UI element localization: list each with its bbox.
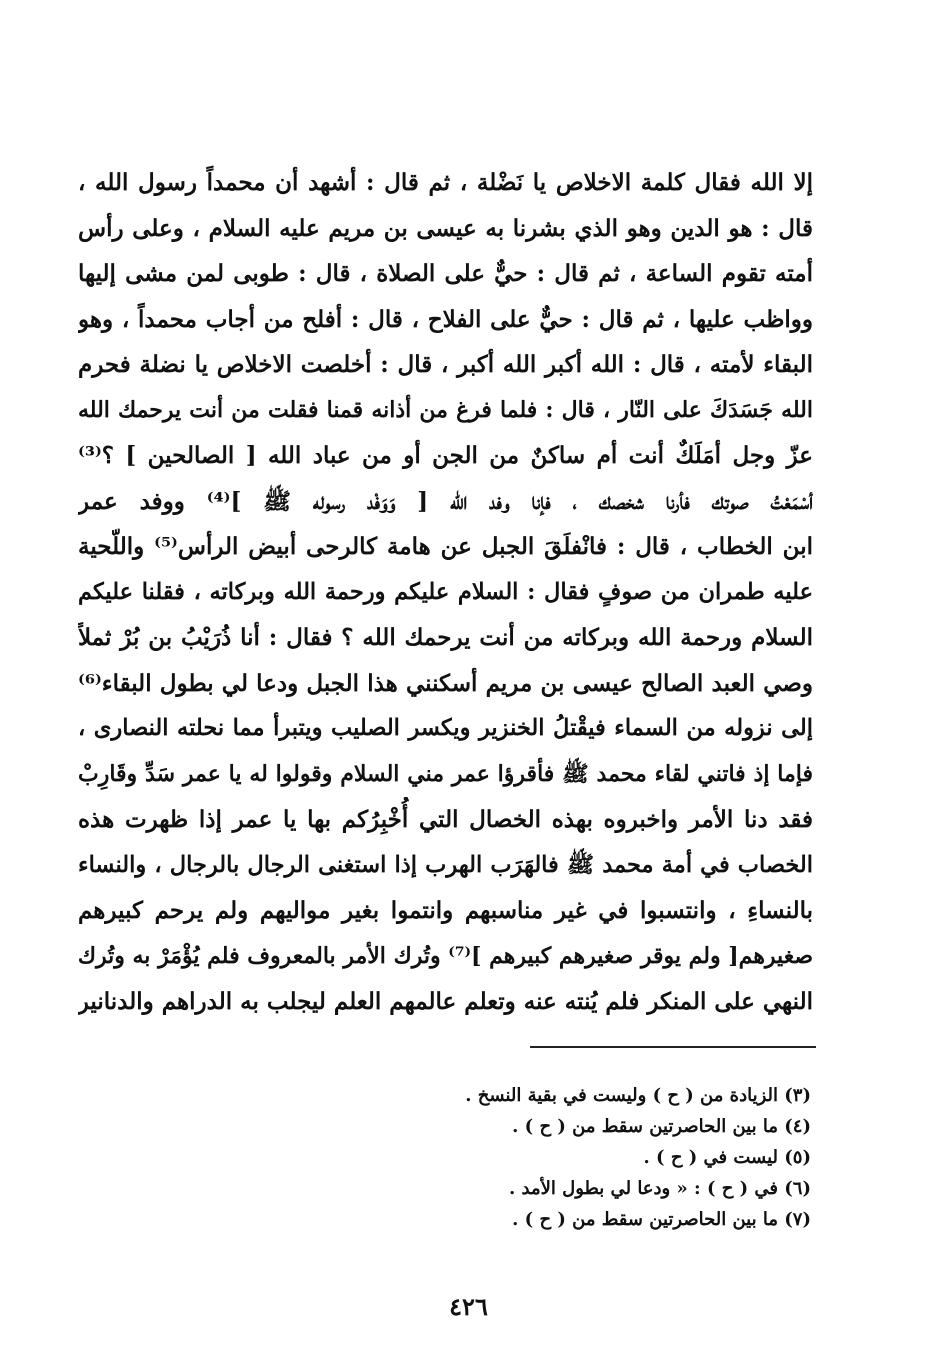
text-line: الخصاب في أمة محمد ﷺ فالهَرَب الهرب إذا استغنى الرجال بالرجال ، والنساء [78,851,813,878]
main-text [78,160,813,1025]
text-line: عليه طمران من صوفٍ فقال : السلام عليكم ورحمة الله وبركاته ، فقلنا عليكم [78,578,813,605]
text-line: أسْمَعْتُ صوتك فأرنا شخصك ، فإنا وفد الله [ وَوَفْد رسوله ﷺ ]⁽⁴⁾ ووفد عمر [78,487,813,515]
text-line: إلى نزوله من السماء فيقْتلُ الخنزير ويكسر الصليب ويتبرأ مما نحلته النصارى ، [78,715,813,741]
text-line: فإما إذ فاتني لقاء محمد ﷺ فأقرؤا عمر مني السلام وقولوا له يا عمر سَدِّ وقَارِبْ [78,760,813,787]
footnote: (٦) في ( ح ) : « ودعا لي بطول الأمد . [508,1178,811,1199]
text-line: ابن الخطاب ، قال : فانْفلَقَ الجبل عن هامة كالرحى أبيض الرأس⁽⁵⁾ واللّحية [78,533,813,560]
text-line: الله جَسَدَكَ على النّار ، قال : فلما فرغ من أذانه قمنا فقلت من أنت يرحمك الله [78,396,813,423]
footnotes [381,1080,811,1235]
text-line: إلا الله فقال كلمة الاخلاص يا نَضْلة ، ثم قال : أشهد أن محمداً رسول الله ، [78,169,813,196]
text-line: قال : هو الدين وهو الذي بشرنا به عيسى بن مريم عليه السلام ، وعلى رأس [78,214,813,242]
footnote: (٥) ليست في ( ح ) . [643,1147,811,1168]
text-line: وواظب عليها ، ثم قال : حيٌّ على الفلاح ، قال : أفلح من أجاب محمداً ، وهو [78,305,813,333]
text-line: أمته تقوم الساعة ، ثم قال : حيٌّ على الصلاة ، قال : طوبى لمن مشى إليها [78,260,813,287]
footnote: (٤) ما بين الحاصرتين سقط من ( ح ) . [512,1116,811,1137]
text-line: فقد دنا الأمر واخبروه بهذه الخصال التي أُخْبِرُكم بها يا عمر إذا ظهرت هذه [78,806,813,833]
footnote: (٧) ما بين الحاصرتين سقط من ( ح ) . [512,1209,811,1230]
text-line: بالنساءِ ، وانتسبوا في غير مناسبهم وانتموا بغير مواليهم ولم يرحم كبيرهم [78,897,813,924]
text-line: وصي العبد الصالح عيسى بن مريم أسكنني هذا الجبل ودعا لي بطول البقاء⁽⁶⁾ [78,669,813,697]
text-line: عزّ وجل أمَلَكٌ أنت أم ساكنٌ من الجن أو من عباد الله [ الصالحين ] ؟⁽³⁾ [78,442,813,469]
text-line: النهي على المنكر فلم يُنته عنه وتعلم عالمهم العلم ليجلب به الدراهم والدنانير [78,988,813,1015]
page-number: ٤٢٦ [449,1292,488,1321]
text-line: صغيرهم[ ولم يوقر صغيرهم كبيرهم ]⁽⁷⁾ وتُرك الأمر بالمعروف فلم يُؤْمَرْ به وتُرك [78,942,813,969]
text-line: البقاء لأمته ، قال : الله أكبر الله أكبر ، قال : أخلصت الاخلاص يا نضلة فحرم [78,351,813,378]
footnote-separator [530,1046,816,1048]
text-line: السلام ورحمة الله وبركاته من أنت يرحمك الله ؟ فقال : أنا ذُرَيْبُ بن بُرْ ثملاً [78,624,813,651]
footnote: (٣) الزيادة من ( ح ) وليست في بقية النسخ . [465,1085,811,1106]
